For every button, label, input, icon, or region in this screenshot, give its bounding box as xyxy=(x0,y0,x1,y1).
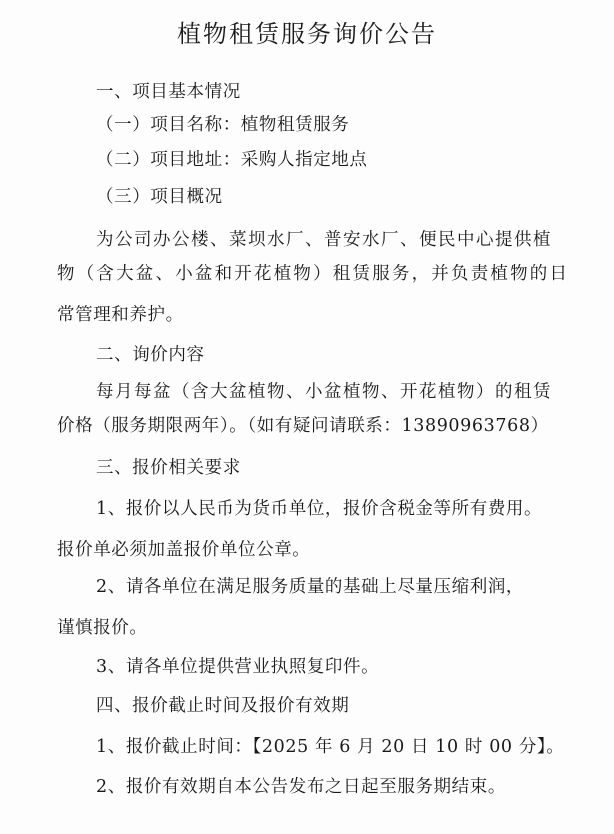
requirement-3-line: 3、请各单位提供营业执照复印件。 xyxy=(96,657,380,677)
overview-paragraph-line-3: 常管理和养护。 xyxy=(57,305,184,325)
requirement-1-line-2: 报价单必须加盖报价单位公章。 xyxy=(57,540,311,560)
section-heading-4: 四、报价截止时间及报价有效期 xyxy=(96,696,350,716)
project-overview-heading: （三）项目概况 xyxy=(96,187,223,207)
validity-line: 2、报价有效期自本公告发布之日起至服务期结束。 xyxy=(96,777,506,797)
section-heading-2: 二、询价内容 xyxy=(96,345,205,365)
section-heading-3: 三、报价相关要求 xyxy=(96,458,241,478)
inquiry-paragraph-line-1: 每月每盆（含大盆植物、小盆植物、开花植物）的租赁 xyxy=(96,382,552,402)
project-address-line: （二）项目地址：采购人指定地点 xyxy=(96,150,368,170)
project-name-line: （一）项目名称：植物租赁服务 xyxy=(96,115,350,135)
requirement-1-line-1: 1、报价以人民币为货币单位，报价含税金等所有费用。 xyxy=(96,499,543,519)
requirement-2-line-2: 谨慎报价。 xyxy=(57,618,148,638)
deadline-line: 1、报价截止时间：【2025 年 6 月 20 日 10 时 00 分】。 xyxy=(96,737,565,757)
document-title: 植物租赁服务询价公告 xyxy=(177,20,437,48)
overview-paragraph-line-2: 物（含大盆、小盆和开花植物）租赁服务，并负责植物的日 xyxy=(57,264,570,284)
section-heading-1: 一、项目基本情况 xyxy=(96,82,241,102)
inquiry-paragraph-line-2: 价格（服务期限两年）。（如有疑问请联系：13890963768） xyxy=(57,416,549,436)
overview-paragraph-line-1: 为公司办公楼、菜坝水厂、普安水厂、便民中心提供植 xyxy=(96,230,552,250)
requirement-2-line-1: 2、请各单位在满足服务质量的基础上尽量压缩利润， xyxy=(96,577,525,597)
